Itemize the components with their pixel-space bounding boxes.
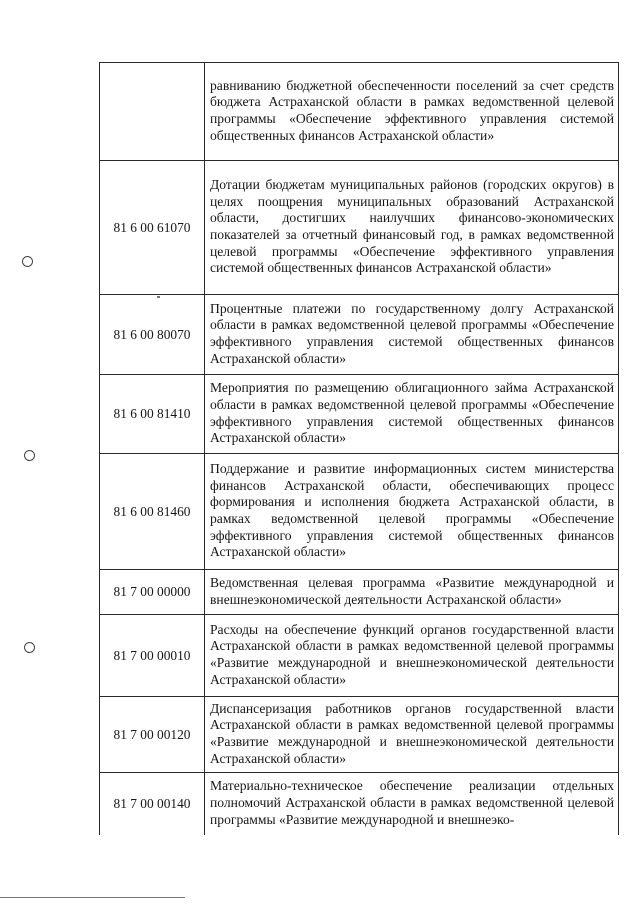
row-code: 81 7 00 00140 xyxy=(100,773,205,835)
binder-hole xyxy=(22,256,33,267)
row-description: Расходы на обеспечение функций органов государственной власти Астраханской области в рамках ведомственной целевой программы «Развитие международной и внешнеэкономической деятельности Астраханской области» xyxy=(205,615,619,697)
row-description: Поддержание и развитие информационных систем министерства финансов Астраханской области, обеспечивающих процесс формирования и исполнения бюджета Астраханской области, в рамках ведомственной целевой программы «Обеспечение эффективного управления системой общественных финансов Астраханской области» xyxy=(205,454,619,570)
table-row xyxy=(100,161,619,295)
row-code: 81 7 00 00120 xyxy=(100,697,205,773)
table-row xyxy=(100,615,619,697)
row-description: равниванию бюджетной обеспеченности поселений за счет средств бюджета Астраханской области в рамках ведомственной целевой программы «Обеспечение эффективного управления системой общественных финансов Астраханской области» xyxy=(205,63,619,161)
row-description: Дотации бюджетам муниципальных районов (городских округов) в целях поощрения муниципальных образований Астраханской области, достигших наилучших финансово-экономических показателей за отчетный финансовый год, в рамках ведомственной целевой программы «Обеспечение эффективного управления системой общественных финансов Астраханской области» xyxy=(205,161,619,295)
row-description: Ведомственная целевая программа «Развитие международной и внешнеэкономической деятельности Астраханской области» xyxy=(205,570,619,615)
table-row xyxy=(100,295,619,375)
table-row xyxy=(100,773,619,835)
table-row xyxy=(100,570,619,615)
table-row xyxy=(100,697,619,773)
binder-hole xyxy=(24,450,35,461)
row-code: 81 6 00 61070 xyxy=(100,161,205,295)
table-row xyxy=(100,454,619,570)
table-row xyxy=(100,375,619,454)
row-code xyxy=(100,63,205,161)
row-code: 81 7 00 00010 xyxy=(100,615,205,697)
table-row xyxy=(100,63,619,161)
budget-classification-table xyxy=(99,62,619,835)
footer-rule xyxy=(0,897,185,898)
row-description: Диспансеризация работников органов государственной власти Астраханской области в рамках ведомственной целевой программы «Развитие международной и внешнеэкономической деятельности Астраханской области» xyxy=(205,697,619,773)
row-code: 81 6 00 81410 xyxy=(100,375,205,454)
row-description: Процентные платежи по государственному долгу Астраханской области в рамках ведомственной целевой программы «Обеспечение эффективного управления системой общественных финансов Астраханской области» xyxy=(205,295,619,375)
row-code: 81 6 00 80070 xyxy=(100,295,205,375)
row-description: Материально-техническое обеспечение реализации отдельных полномочий Астраханской области в рамках ведомственной целевой программы «Развитие международной и внешнеэко- xyxy=(205,773,619,835)
row-code: 81 7 00 00000 xyxy=(100,570,205,615)
binder-hole xyxy=(24,642,35,653)
row-code: 81 6 00 81460 xyxy=(100,454,205,570)
row-description: Мероприятия по размещению облигационного займа Астраханской области в рамках ведомственной целевой программы «Обеспечение эффективного управления системой общественных финансов Астраханской области» xyxy=(205,375,619,454)
